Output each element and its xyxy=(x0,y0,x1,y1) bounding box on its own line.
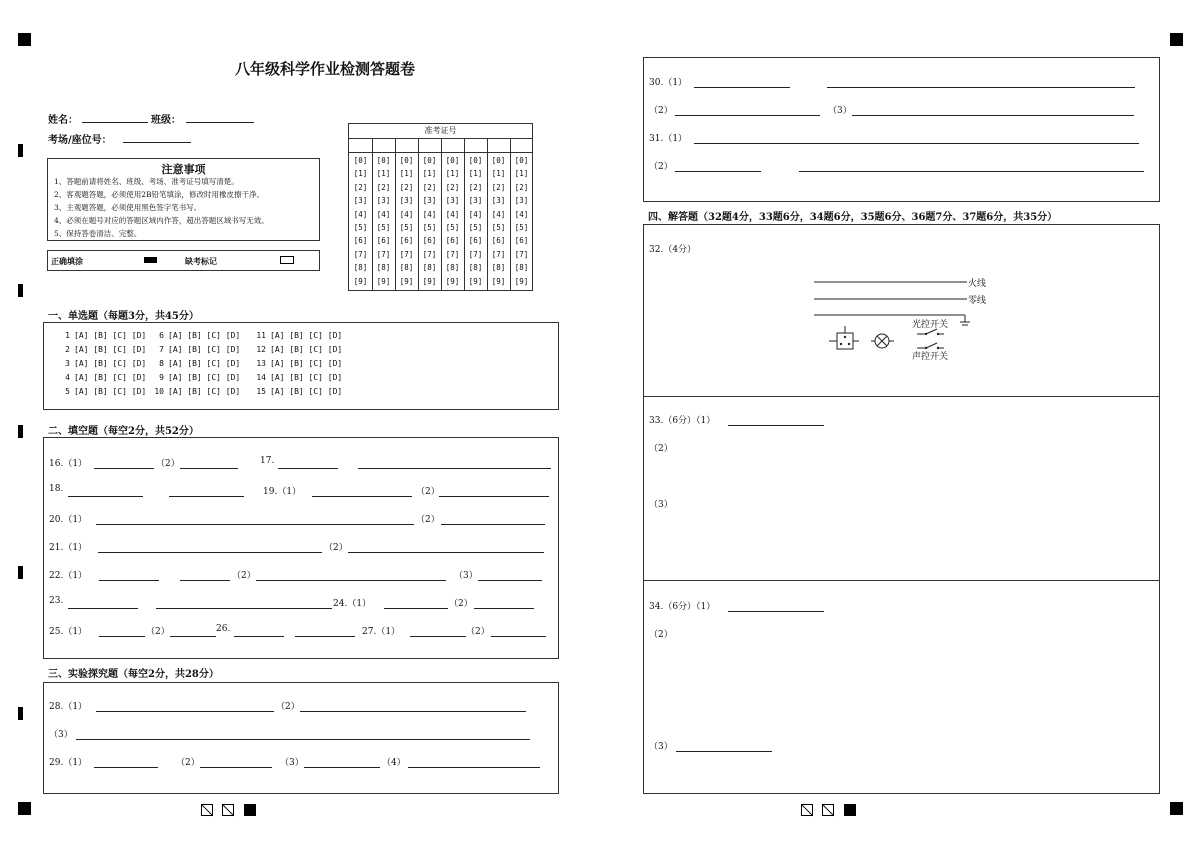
q30-2-label: （2） xyxy=(649,106,673,116)
admit-digit-bubble[interactable]: [7] xyxy=(422,249,437,259)
admit-digit-bubble[interactable]: [9] xyxy=(445,276,460,286)
admit-ticket-label: 准考证号 xyxy=(349,124,532,139)
admit-digit-bubble[interactable]: [6] xyxy=(353,236,368,246)
notice-title: 注意事项 xyxy=(161,163,206,176)
mc-question-row[interactable] xyxy=(252,331,342,340)
q30-31-answer-box xyxy=(643,57,1160,202)
q19-2-label: （2） xyxy=(416,487,440,497)
q22-2-blank[interactable] xyxy=(256,580,446,581)
admit-digit-bubble[interactable]: [5] xyxy=(514,223,529,232)
notice-item: 1、答题前请将姓名、班级、考场、准考证号填写清楚。 xyxy=(54,177,239,186)
admit-digit-bubble[interactable]: [1] xyxy=(468,169,483,179)
q34-2-label: （2） xyxy=(649,630,673,640)
correct-fill-sample xyxy=(144,257,157,263)
mc-options[interactable]: [A] [B] [C] [D] xyxy=(74,387,147,396)
admit-digit-bubble[interactable]: [0] xyxy=(514,156,529,165)
mc-options[interactable]: [A] [B] [C] [D] xyxy=(74,373,147,382)
exam-title: 八年级科学作业检测答题卷 xyxy=(234,60,415,78)
admit-digit-bubble[interactable]: [3] xyxy=(445,196,460,206)
mc-question-row[interactable] xyxy=(56,345,146,354)
q33-label: 33.（6分）（1） xyxy=(649,416,716,426)
page-code-square xyxy=(201,804,213,816)
q27-2-blank[interactable] xyxy=(491,636,546,637)
mc-question-number: 3 xyxy=(65,359,70,368)
q20-2-label: （2） xyxy=(416,515,440,525)
admit-digit-bubble[interactable]: [7] xyxy=(399,249,414,259)
admit-digit-bubble[interactable]: [8] xyxy=(491,263,506,273)
class-label: 班级： xyxy=(151,115,181,126)
mc-question-row[interactable] xyxy=(252,373,342,382)
absent-mark-checkbox[interactable] xyxy=(280,256,294,264)
q30-3-label: （3） xyxy=(828,106,852,116)
admit-digit-bubble[interactable]: [1] xyxy=(422,169,437,179)
name-label: 姓名： xyxy=(48,115,78,126)
admit-digit-bubble[interactable]: [9] xyxy=(422,276,437,286)
mc-options[interactable]: [A] [B] [C] [D] xyxy=(74,359,147,368)
side-mark xyxy=(18,566,23,579)
page-code-square xyxy=(844,804,856,816)
section-1-title: 一、单选题（每题3分，共45分） xyxy=(48,311,199,322)
mc-question-row[interactable] xyxy=(252,345,342,354)
admit-digit-bubble[interactable]: [6] xyxy=(491,236,506,246)
admit-digit-bubble[interactable]: [8] xyxy=(422,263,437,273)
mc-options[interactable]: [A] [B] [C] [D] xyxy=(270,387,343,396)
q34-3-blank[interactable] xyxy=(676,751,772,752)
notice-item: 2、客观题答题，必须使用2B铅笔填涂，修改时用橡皮擦干净。 xyxy=(54,190,265,199)
admit-digit-bubble[interactable]: [0] xyxy=(376,156,391,165)
q24-2-label: （2） xyxy=(449,599,473,609)
q25-2-blank[interactable] xyxy=(170,636,216,637)
q30-3-blank[interactable] xyxy=(852,115,1134,116)
admit-digit-bubble[interactable]: [4] xyxy=(353,209,368,219)
q28-1-blank[interactable] xyxy=(96,711,274,712)
class-input[interactable] xyxy=(186,122,254,123)
q29-1-blank[interactable] xyxy=(94,767,158,768)
admit-digit-bubble[interactable]: [1] xyxy=(376,169,391,179)
q29-4-blank[interactable] xyxy=(408,767,540,768)
admit-digit-bubble[interactable]: [0] xyxy=(422,156,437,165)
mc-question-row[interactable] xyxy=(56,359,146,368)
admit-digit-bubble[interactable]: [3] xyxy=(514,196,529,206)
admit-digit-bubble[interactable]: [5] xyxy=(491,223,506,232)
registration-mark-bottom-left xyxy=(18,802,31,815)
q33-1-blank[interactable] xyxy=(728,425,824,426)
admit-digit-bubble[interactable]: [8] xyxy=(399,263,414,273)
admit-digit-bubble[interactable]: [2] xyxy=(376,182,391,192)
mc-question-row[interactable] xyxy=(252,359,342,368)
mc-question-number: 1 xyxy=(65,331,70,340)
notice-item: 3、主观题答题，必须使用黑色签字笔书写。 xyxy=(54,203,202,212)
light-switch-label: 光控开关 xyxy=(912,320,949,330)
admit-digit-bubble[interactable]: [0] xyxy=(399,156,414,165)
q19-label: 19.（1） xyxy=(263,487,302,497)
q33-3-label: （3） xyxy=(649,500,673,510)
notice-item: 5、保持答卷清洁、完整。 xyxy=(54,229,142,238)
admit-digit-bubble[interactable]: [9] xyxy=(353,276,368,286)
seat-input[interactable] xyxy=(123,142,191,143)
admit-digit-bubble[interactable]: [7] xyxy=(514,249,529,259)
registration-mark-top-left xyxy=(18,33,31,46)
q30-label: 30.（1） xyxy=(649,78,688,88)
q29-2-label: （2） xyxy=(176,758,200,768)
q24-label: 24.（1） xyxy=(333,599,372,609)
admit-digit-bubble[interactable]: [5] xyxy=(376,223,391,232)
q24-1-blank[interactable] xyxy=(384,608,448,609)
mc-options[interactable]: [A] [B] [C] [D] xyxy=(168,387,241,396)
notice-item: 4、必须在题号对应的答题区域内作答，超出答题区域书写无效。 xyxy=(54,216,269,225)
q29-3-label: （3） xyxy=(280,758,304,768)
admit-digit-bubble[interactable]: [6] xyxy=(376,236,391,246)
correct-fill-label: 正确填涂 xyxy=(51,256,83,266)
side-mark xyxy=(18,144,23,157)
page-code-square xyxy=(244,804,256,816)
mc-question-number: 13 xyxy=(256,359,266,368)
admit-digit-bubble[interactable]: [5] xyxy=(422,223,437,232)
q34-1-blank[interactable] xyxy=(728,611,824,612)
admit-digit-bubble[interactable]: [2] xyxy=(514,182,529,192)
q19-2-blank[interactable] xyxy=(439,496,549,497)
admit-digit-bubble[interactable]: [2] xyxy=(399,182,414,192)
admit-digit-bubble[interactable]: [3] xyxy=(491,196,506,206)
mc-options[interactable]: [A] [B] [C] [D] xyxy=(74,345,147,354)
admit-digit-bubble[interactable]: [2] xyxy=(422,182,437,192)
admit-digit-bubble[interactable]: [5] xyxy=(468,223,483,232)
admit-digit-bubble[interactable]: [9] xyxy=(491,276,506,286)
admit-digit-bubble[interactable]: [3] xyxy=(353,196,368,206)
side-mark xyxy=(18,707,23,720)
side-mark xyxy=(18,284,23,297)
mc-options[interactable]: [A] [B] [C] [D] xyxy=(270,331,343,340)
admit-digit-bubble[interactable]: [8] xyxy=(376,263,391,273)
mc-options[interactable]: [A] [B] [C] [D] xyxy=(270,359,343,368)
admit-digit-bubble[interactable]: [6] xyxy=(468,236,483,246)
mc-question-row[interactable] xyxy=(56,331,146,340)
q30-1a-blank[interactable] xyxy=(694,87,790,88)
q32-label: 32.（4分） xyxy=(649,245,697,255)
mc-options[interactable]: [A] [B] [C] [D] xyxy=(74,331,147,340)
mc-options[interactable]: [A] [B] [C] [D] xyxy=(168,359,241,368)
seat-label: 考场/座位号： xyxy=(48,135,112,146)
page-code-square xyxy=(801,804,813,816)
section-4-title: 四、解答题（32题4分，33题6分，34题6分，35题6分、36题7分、37题6分，共35分） xyxy=(648,212,1058,223)
mc-question-row[interactable] xyxy=(150,373,240,382)
mc-question-number: 10 xyxy=(154,387,164,396)
q28-3-label: （3） xyxy=(49,730,73,740)
q31-1-blank[interactable] xyxy=(694,143,1139,144)
notice-box xyxy=(47,158,320,241)
q33-answer-box xyxy=(643,396,1160,581)
admit-digit-bubble[interactable]: [1] xyxy=(445,169,460,179)
admit-digit-bubble[interactable]: [3] xyxy=(376,196,391,206)
admit-digit-bubble[interactable]: [4] xyxy=(399,209,414,219)
admit-digit-bubble[interactable]: [9] xyxy=(468,276,483,286)
admit-digit-bubble[interactable]: [7] xyxy=(445,249,460,259)
q27-1-blank[interactable] xyxy=(410,636,466,637)
mc-question-number: 7 xyxy=(159,345,164,354)
q25-2-label: （2） xyxy=(146,627,170,637)
admit-digit-bubble[interactable]: [1] xyxy=(491,169,506,179)
fill-legend xyxy=(47,250,320,271)
q20-1-blank[interactable] xyxy=(96,524,414,525)
admit-digit-bubble[interactable]: [4] xyxy=(514,209,529,219)
admit-digit-bubble[interactable]: [4] xyxy=(491,209,506,219)
admit-digit-bubble[interactable]: [7] xyxy=(468,249,483,259)
q33-2-label: （2） xyxy=(649,444,673,454)
admit-digit-bubble[interactable]: [5] xyxy=(353,223,368,232)
admit-digit-bubble[interactable]: [4] xyxy=(376,209,391,219)
admit-digit-bubble[interactable]: [7] xyxy=(376,249,391,259)
admit-digit-bubble[interactable]: [8] xyxy=(353,263,368,273)
q32-answer-box xyxy=(643,224,1160,397)
admit-digit-bubble[interactable]: [1] xyxy=(353,169,368,179)
q22-1b-blank[interactable] xyxy=(180,580,230,581)
q25-label: 25.（1） xyxy=(49,627,88,637)
mc-question-row[interactable] xyxy=(150,359,240,368)
q29-3-blank[interactable] xyxy=(304,767,380,768)
absent-mark-label: 缺考标记 xyxy=(185,256,217,266)
q28-3-blank[interactable] xyxy=(76,739,530,740)
registration-mark-bottom-right xyxy=(1170,802,1183,815)
mc-question-number: 15 xyxy=(256,387,266,396)
admit-digit-bubble[interactable]: [2] xyxy=(468,182,483,192)
mc-answer-box xyxy=(43,322,559,410)
admit-digit-bubble[interactable]: [3] xyxy=(468,196,483,206)
section-2-title: 二、填空题（每空2分，共52分） xyxy=(48,426,199,437)
mc-question-number: 12 xyxy=(256,345,266,354)
q27-2-label: （2） xyxy=(466,627,490,637)
page-code-square xyxy=(822,804,834,816)
admit-digit-bubble[interactable]: [6] xyxy=(514,236,529,246)
admit-digit-bubble[interactable]: [4] xyxy=(445,209,460,219)
neutral-wire-label: 零线 xyxy=(968,296,987,306)
admit-digit-bubble[interactable]: [7] xyxy=(491,249,506,259)
q27-label: 27.（1） xyxy=(362,627,401,637)
mc-question-number: 8 xyxy=(159,359,164,368)
admit-ticket-grid xyxy=(348,123,533,291)
admit-digit-bubble[interactable]: [8] xyxy=(468,263,483,273)
admit-digit-bubble[interactable]: [6] xyxy=(399,236,414,246)
admit-digit-bubble[interactable]: [5] xyxy=(445,223,460,232)
q22-label: 22.（1） xyxy=(49,571,88,581)
q22-1a-blank[interactable] xyxy=(99,580,159,581)
q28-2-blank[interactable] xyxy=(300,711,526,712)
admit-digit-bubble[interactable]: [0] xyxy=(353,156,368,165)
admit-digit-bubble[interactable]: [2] xyxy=(491,182,506,192)
q28-label: 28.（1） xyxy=(49,702,88,712)
section-3-title: 三、实验探究题（每空2分，共28分） xyxy=(48,669,219,680)
q34-label: 34.（6分）（1） xyxy=(649,602,716,612)
admit-digit-bubble[interactable]: [1] xyxy=(399,169,414,179)
mc-question-number: 5 xyxy=(65,387,70,396)
sound-switch-label: 声控开关 xyxy=(912,352,949,362)
q21-1-blank[interactable] xyxy=(98,552,322,553)
q30-2-blank[interactable] xyxy=(675,115,820,116)
fill-in-answer-box xyxy=(43,437,559,659)
admit-digit-bubble[interactable]: [0] xyxy=(491,156,506,165)
experiment-answer-box xyxy=(43,682,559,794)
q22-3-label: （3） xyxy=(454,571,478,581)
registration-mark-top-right xyxy=(1170,33,1183,46)
mc-options[interactable]: [A] [B] [C] [D] xyxy=(168,331,241,340)
q29-label: 29.（1） xyxy=(49,758,88,768)
admit-digit-bubble[interactable]: [3] xyxy=(399,196,414,206)
q34-answer-box xyxy=(643,580,1160,794)
q31-label: 31.（1） xyxy=(649,134,688,144)
admit-digit-bubble[interactable]: [6] xyxy=(445,236,460,246)
mc-question-row[interactable] xyxy=(56,373,146,382)
name-input[interactable] xyxy=(82,122,148,123)
q29-4-label: （4） xyxy=(382,758,406,768)
admit-digit-bubble[interactable]: [3] xyxy=(422,196,437,206)
admit-digit-bubble[interactable]: [0] xyxy=(468,156,483,165)
q21-2-blank[interactable] xyxy=(348,552,544,553)
admit-digit-bubble[interactable]: [9] xyxy=(514,276,529,286)
q18-1-blank[interactable] xyxy=(68,496,143,497)
q23-2-blank[interactable] xyxy=(156,608,332,609)
admit-digit-bubble[interactable]: [0] xyxy=(445,156,460,165)
mc-question-number: 6 xyxy=(159,331,164,340)
mc-question-number: 2 xyxy=(65,345,70,354)
q28-2-label: （2） xyxy=(276,702,300,712)
q21-2-label: （2） xyxy=(324,543,348,553)
q23-1-blank[interactable] xyxy=(68,608,138,609)
q21-label: 21.（1） xyxy=(49,543,88,553)
mc-question-row[interactable] xyxy=(150,387,240,396)
admit-digit-bubble[interactable]: [5] xyxy=(399,223,414,232)
q24-2-blank[interactable] xyxy=(474,608,534,609)
mc-options[interactable]: [A] [B] [C] [D] xyxy=(270,373,343,382)
mc-question-row[interactable] xyxy=(252,387,342,396)
q26-2-blank[interactable] xyxy=(295,636,355,637)
q23-label: 23. xyxy=(49,596,64,606)
q17-1-blank[interactable] xyxy=(278,468,338,469)
q16-2-blank[interactable] xyxy=(180,468,238,469)
page-code-square xyxy=(222,804,234,816)
mc-question-row[interactable] xyxy=(150,331,240,340)
q16-1-blank[interactable] xyxy=(94,468,154,469)
q26-label: 26. xyxy=(216,624,231,634)
q16-2-label: （2） xyxy=(156,459,180,469)
q17-2-blank[interactable] xyxy=(358,468,551,469)
admit-digit-bubble[interactable]: [4] xyxy=(422,209,437,219)
admit-digit-bubble[interactable]: [4] xyxy=(468,209,483,219)
q16-label: 16.（1） xyxy=(49,459,88,469)
q34-3-label: （3） xyxy=(649,742,673,752)
admit-digit-bubble[interactable]: [9] xyxy=(399,276,414,286)
q18-label: 18. xyxy=(49,484,64,494)
admit-digit-bubble[interactable]: [8] xyxy=(445,263,460,273)
admit-digit-bubble[interactable]: [7] xyxy=(353,249,368,259)
q31-2-label: （2） xyxy=(649,162,673,172)
q20-label: 20.（1） xyxy=(49,515,88,525)
mc-question-row[interactable] xyxy=(150,345,240,354)
mc-options[interactable]: [A] [B] [C] [D] xyxy=(270,345,343,354)
q26-1-blank[interactable] xyxy=(234,636,284,637)
admit-digit-bubble[interactable]: [2] xyxy=(445,182,460,192)
mc-options[interactable]: [A] [B] [C] [D] xyxy=(168,373,241,382)
admit-digit-bubble[interactable]: [6] xyxy=(422,236,437,246)
q19-1-blank[interactable] xyxy=(312,496,412,497)
q22-2-label: （2） xyxy=(232,571,256,581)
q20-2-blank[interactable] xyxy=(441,524,545,525)
q31-2a-blank[interactable] xyxy=(675,171,761,172)
q30-1b-blank[interactable] xyxy=(827,87,1135,88)
q25-1-blank[interactable] xyxy=(99,636,145,637)
admit-digit-bubble[interactable]: [9] xyxy=(376,276,391,286)
q18-2-blank[interactable] xyxy=(169,496,244,497)
mc-question-number: 11 xyxy=(256,331,266,340)
q22-3-blank[interactable] xyxy=(478,580,542,581)
mc-question-row[interactable] xyxy=(56,387,146,396)
mc-question-number: 4 xyxy=(65,373,70,382)
mc-question-number: 14 xyxy=(256,373,266,382)
q31-2b-blank[interactable] xyxy=(799,171,1144,172)
q17-label: 17. xyxy=(260,456,275,466)
mc-options[interactable]: [A] [B] [C] [D] xyxy=(168,345,241,354)
admit-digit-bubble[interactable]: [2] xyxy=(353,182,368,192)
mc-question-number: 9 xyxy=(159,373,164,382)
admit-digit-bubble[interactable]: [1] xyxy=(514,169,529,179)
live-wire-label: 火线 xyxy=(968,279,987,289)
side-mark xyxy=(18,425,23,438)
q29-2-blank[interactable] xyxy=(200,767,272,768)
admit-digit-bubble[interactable]: [8] xyxy=(514,263,529,273)
